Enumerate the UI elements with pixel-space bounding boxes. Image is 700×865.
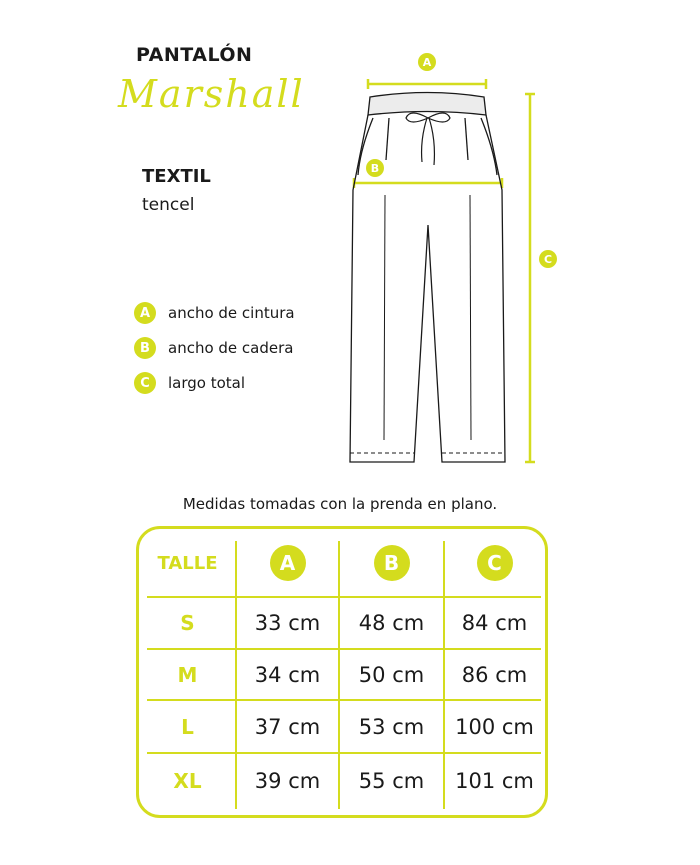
legend-badge-b: B (134, 337, 156, 359)
measurement-note: Medidas tomadas con la prenda en plano. (182, 495, 498, 513)
table-header-badge-a: A (270, 545, 306, 581)
product-model-name: Marshall (118, 72, 305, 116)
material-value: tencel (142, 195, 195, 215)
diagram-marker-b: B (366, 159, 384, 177)
table-row-size-m: M (177, 662, 198, 687)
table-row-size-xl: XL (173, 769, 202, 793)
legend-text-a: ancho de cintura (168, 304, 295, 322)
legend-text-c: largo total (168, 374, 246, 392)
table-row-size-s: S (180, 611, 195, 635)
measure-line-c (525, 94, 535, 462)
size-table (136, 526, 548, 818)
table-cell-s-a: 33 cm (254, 611, 321, 635)
diagram-marker-a: A (418, 53, 436, 71)
legend-text-b: ancho de cadera (168, 339, 294, 357)
table-cell-s-c: 84 cm (461, 611, 528, 635)
pants-drawstring (406, 113, 450, 165)
table-cell-l-a: 37 cm (254, 714, 321, 739)
legend-badge-a: A (134, 302, 156, 324)
table-header-c (444, 529, 545, 597)
table-cell-xl-b: 55 cm (358, 769, 425, 793)
table-cell-s-b: 48 cm (358, 611, 425, 635)
table-header-badge-b: B (374, 545, 410, 581)
table-cell-xl-a: 39 cm (254, 769, 321, 793)
legend-badge-c: C (134, 372, 156, 394)
product-title: PANTALÓN (136, 44, 253, 66)
table-cell-m-c: 86 cm (461, 662, 528, 687)
table-cell-l-c: 100 cm (455, 714, 534, 739)
table-header-a (236, 529, 339, 597)
table-cell-xl-c: 101 cm (455, 769, 534, 793)
table-cell-m-a: 34 cm (254, 662, 321, 687)
table-header-badge-c: C (477, 545, 513, 581)
table-cell-m-b: 50 cm (358, 662, 425, 687)
table-cell-l-b: 53 cm (358, 714, 425, 739)
diagram-marker-c: C (539, 250, 557, 268)
pants-waistband (368, 93, 486, 116)
measure-line-a (368, 79, 486, 89)
table-row-size-l: L (181, 714, 194, 739)
measure-line-b (354, 178, 502, 188)
material-label: TEXTIL (142, 166, 211, 187)
table-header-b (339, 529, 444, 597)
table-header-size: TALLE (157, 552, 218, 574)
